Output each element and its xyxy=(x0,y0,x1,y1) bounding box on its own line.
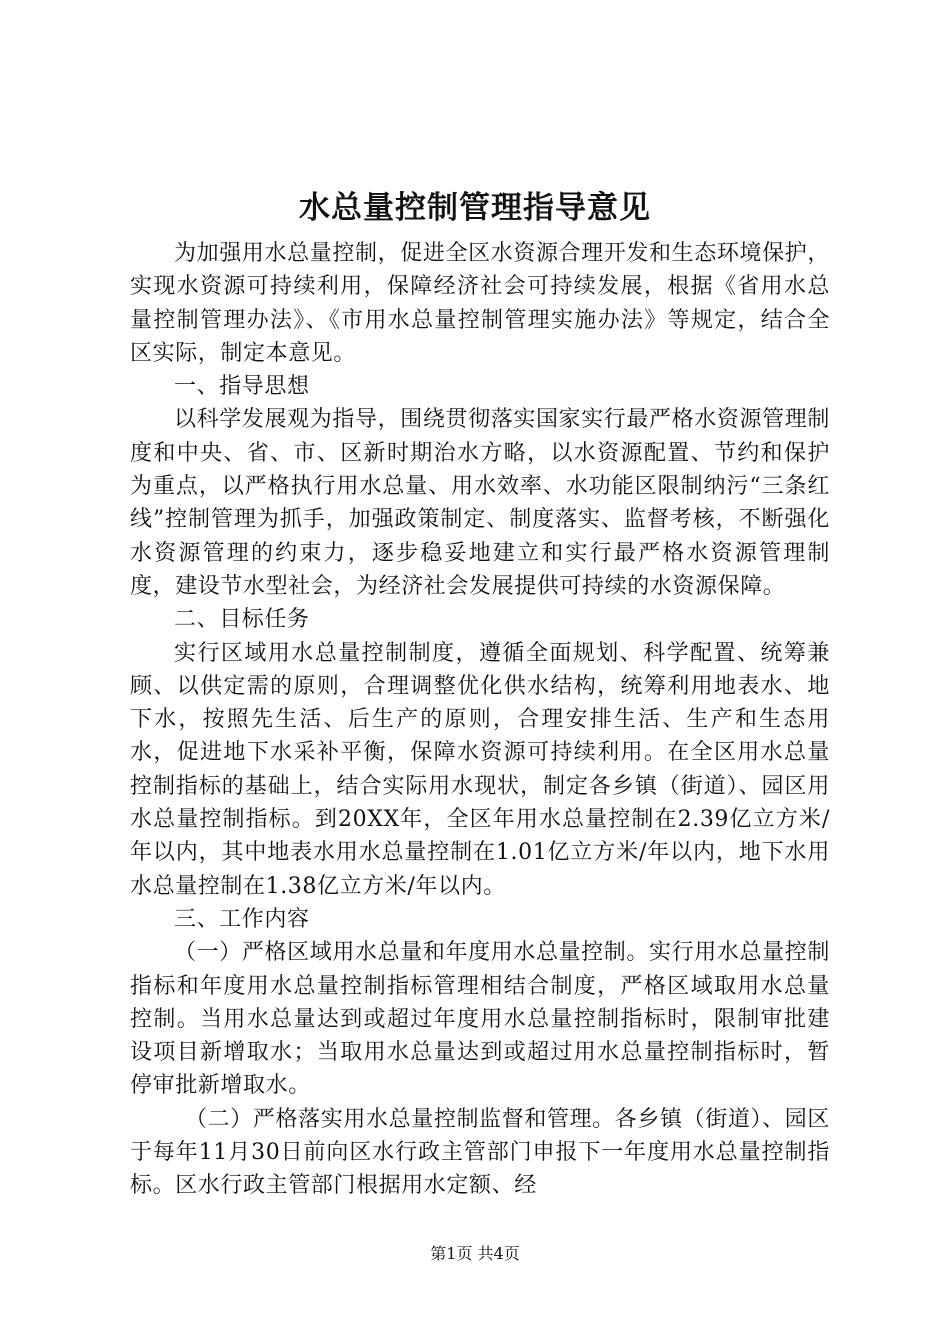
guiding-ideology-paragraph: 以科学发展观为指导，围绕贯彻落实国家实行最严格水资源管理制度和中央、省、市、区新时期治水方略，以水资源配置、节约和保护为重点，以严格执行用水总量、用水效率、水功能区限制纳污“三条红线”控制管理为抓手，加强政策制定、制度落实、监督考核，不断强化水资源管理的约束力，逐步稳妥地建立和实行最严格水资源管理制度，建设节水型社会，为经济社会发展提供可持续的水资源保障。 xyxy=(130,407,830,599)
work-content-item-1: （一）严格区域用水总量和年度用水总量控制。实行用水总量控制指标和年度用水总量控制指标管理相结合制度，严格区域取用水总量控制。当用水总量达到或超过年度用水总量控制指标时，限制审批建设项目新增取水；当取用水总量达到或超过用水总量控制指标时，暂停审批新增取水。 xyxy=(130,940,830,1099)
targets-paragraph: 实行区域用水总量控制制度，遵循全面规划、科学配置、统筹兼顾、以供定需的原则，合理调整优化供水结构，统筹利用地表水、地下水，按照先生活、后生产的原则，合理安排生活、生产和生态用水，促进地下水采补平衡，保障水资源可持续利用。在全区用水总量控制指标的基础上，结合实际用水现状，制定各乡镇（街道）、园区用水总量控制指标。到20XX年，全区年用水总量控制在2.39亿立方米/年以内，其中地表水用水总量控制在1.01亿立方米/年以内，地下水用水总量控制在1.38亿立方米/年以内。 xyxy=(130,640,830,899)
section-heading-guiding-ideology: 一、指导思想 xyxy=(174,374,310,400)
document-title: 水总量控制管理指导意见 xyxy=(299,190,651,226)
document-body xyxy=(130,237,830,1203)
page-number: 第1页 共4页 xyxy=(430,1244,520,1263)
section-heading-work-content: 三、工作内容 xyxy=(174,906,310,932)
section-heading-targets: 二、目标任务 xyxy=(174,607,310,633)
intro-paragraph: 为加强用水总量控制，促进全区水资源合理开发和生态环境保护，实现水资源可持续利用，保障经济社会可持续发展，根据《省用水总量控制管理办法》、《市用水总量控制管理实施办法》等规定，结合全区实际，制定本意见。 xyxy=(130,241,830,366)
work-content-item-2: （二）严格落实用水总量控制监督和管理。各乡镇（街道）、园区于每年11月30日前向区水行政主管部门申报下一年度用水总量控制指标。区水行政主管部门根据用水定额、经 xyxy=(130,1106,830,1199)
